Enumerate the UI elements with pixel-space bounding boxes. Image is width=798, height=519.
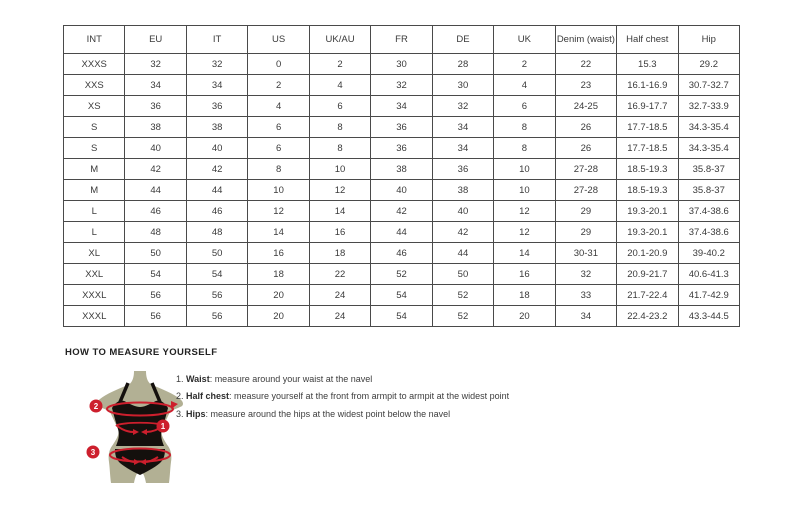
size-cell: 12	[494, 201, 555, 222]
size-cell: 46	[186, 201, 247, 222]
size-cell: 18.5-19.3	[617, 180, 678, 201]
size-cell: 44	[186, 180, 247, 201]
measure-instructions-list	[176, 371, 509, 423]
size-cell: M	[64, 159, 125, 180]
measure-step	[176, 406, 509, 423]
size-cell: 14	[248, 222, 309, 243]
size-column-header: Hip	[678, 26, 739, 54]
size-cell: 15.3	[617, 54, 678, 75]
size-cell: 32	[125, 54, 186, 75]
size-cell: 18	[494, 285, 555, 306]
size-table-body	[64, 54, 740, 327]
size-cell: 38	[125, 117, 186, 138]
size-cell: 56	[125, 306, 186, 327]
size-cell: 16.1-16.9	[617, 75, 678, 96]
size-table-row	[64, 306, 740, 327]
size-cell: 37.4-38.6	[678, 201, 739, 222]
size-cell: 16.9-17.7	[617, 96, 678, 117]
size-cell: 16	[309, 222, 370, 243]
size-cell: M	[64, 180, 125, 201]
size-cell: 10	[309, 159, 370, 180]
size-cell: 56	[186, 285, 247, 306]
chest-badge-number: 2	[93, 402, 99, 411]
size-cell: 48	[125, 222, 186, 243]
size-cell: 2	[248, 75, 309, 96]
size-cell: 30	[432, 75, 493, 96]
size-cell: 52	[432, 306, 493, 327]
size-cell: 12	[494, 222, 555, 243]
size-cell: 21.7-22.4	[617, 285, 678, 306]
size-cell: L	[64, 222, 125, 243]
size-cell: 18.5-19.3	[617, 159, 678, 180]
size-cell: 0	[248, 54, 309, 75]
size-cell: 37.4-38.6	[678, 222, 739, 243]
step-term: Half chest	[186, 391, 230, 402]
size-cell: 38	[432, 180, 493, 201]
size-cell: 40	[186, 138, 247, 159]
size-cell: 34.3-35.4	[678, 117, 739, 138]
size-column-header: US	[248, 26, 309, 54]
size-cell: 20	[248, 285, 309, 306]
size-table-row	[64, 180, 740, 201]
size-cell: 54	[186, 264, 247, 285]
size-cell: 10	[494, 180, 555, 201]
hips-badge-number: 3	[90, 448, 96, 457]
size-cell: 44	[125, 180, 186, 201]
size-cell: 32	[186, 54, 247, 75]
waist-badge-number: 1	[160, 422, 166, 431]
size-table-row	[64, 222, 740, 243]
size-table-row	[64, 117, 740, 138]
size-cell: 30-31	[555, 243, 616, 264]
size-cell: 35.8-37	[678, 159, 739, 180]
step-description: : measure yourself at the front from armpit to armpit at the widest point	[229, 391, 510, 402]
size-cell: 29.2	[678, 54, 739, 75]
size-cell: 35.8-37	[678, 180, 739, 201]
size-cell: 36	[371, 138, 432, 159]
size-cell: S	[64, 138, 125, 159]
step-description: : measure around the hips at the widest point below the navel	[205, 408, 451, 419]
size-table-row	[64, 201, 740, 222]
size-cell: 52	[432, 285, 493, 306]
size-cell: 42	[186, 159, 247, 180]
size-column-header: Denim (waist)	[555, 26, 616, 54]
size-cell: 8	[248, 159, 309, 180]
size-cell: 20	[494, 306, 555, 327]
size-cell: 4	[309, 75, 370, 96]
size-cell: 34	[371, 96, 432, 117]
step-term: Waist	[186, 374, 210, 384]
step-number: 1.	[176, 374, 187, 384]
size-cell: 43.3-44.5	[678, 306, 739, 327]
size-cell: 50	[125, 243, 186, 264]
size-cell: 32	[555, 264, 616, 285]
size-cell: 48	[186, 222, 247, 243]
size-cell: 24	[309, 306, 370, 327]
size-cell: 22	[555, 54, 616, 75]
size-cell: 54	[371, 285, 432, 306]
size-cell: 44	[371, 222, 432, 243]
size-cell: 6	[248, 138, 309, 159]
measure-step	[176, 388, 509, 405]
size-cell: 40	[371, 180, 432, 201]
size-cell: 4	[494, 75, 555, 96]
size-cell: XXL	[64, 264, 125, 285]
size-column-header: Half chest	[617, 26, 678, 54]
measure-step	[176, 371, 509, 388]
size-cell: 24-25	[555, 96, 616, 117]
size-cell: 19.3-20.1	[617, 201, 678, 222]
size-cell: 14	[494, 243, 555, 264]
measure-section-heading: HOW TO MEASURE YOURSELF	[65, 347, 218, 358]
size-cell: 16	[248, 243, 309, 264]
size-cell: 34	[125, 75, 186, 96]
size-cell: 12	[309, 180, 370, 201]
size-cell: 8	[309, 117, 370, 138]
size-column-header: EU	[125, 26, 186, 54]
size-cell: 36	[371, 117, 432, 138]
size-cell: 44	[432, 243, 493, 264]
size-column-header: INT	[64, 26, 125, 54]
size-cell: 6	[248, 117, 309, 138]
size-cell: 18	[309, 243, 370, 264]
step-description: : measure around your waist at the navel	[209, 374, 373, 384]
size-cell: 42	[432, 222, 493, 243]
size-cell: 54	[125, 264, 186, 285]
size-cell: XXS	[64, 75, 125, 96]
size-cell: 33	[555, 285, 616, 306]
size-cell: 42	[125, 159, 186, 180]
size-table-row	[64, 96, 740, 117]
size-cell: 32	[371, 75, 432, 96]
size-cell: 8	[494, 138, 555, 159]
size-cell: 20.9-21.7	[617, 264, 678, 285]
size-cell: 28	[432, 54, 493, 75]
size-column-header: DE	[432, 26, 493, 54]
size-table-row	[64, 54, 740, 75]
size-cell: 17.7-18.5	[617, 138, 678, 159]
size-cell: 29	[555, 222, 616, 243]
size-cell: 34	[186, 75, 247, 96]
size-cell: 29	[555, 201, 616, 222]
size-cell: 36	[186, 96, 247, 117]
size-table-header	[64, 26, 740, 54]
size-column-header: FR	[371, 26, 432, 54]
size-cell: 56	[186, 306, 247, 327]
size-cell: 56	[125, 285, 186, 306]
size-cell: 17.7-18.5	[617, 117, 678, 138]
size-cell: 41.7-42.9	[678, 285, 739, 306]
size-cell: 42	[371, 201, 432, 222]
size-cell: 34	[555, 306, 616, 327]
size-cell: 46	[371, 243, 432, 264]
size-cell: 26	[555, 138, 616, 159]
size-cell: 10	[494, 159, 555, 180]
size-cell: 50	[186, 243, 247, 264]
size-cell: 39-40.2	[678, 243, 739, 264]
size-cell: 10	[248, 180, 309, 201]
size-cell: 19.3-20.1	[617, 222, 678, 243]
size-cell: 34	[432, 138, 493, 159]
size-cell: 38	[186, 117, 247, 138]
size-conversion-table	[63, 25, 740, 327]
size-cell: 38	[371, 159, 432, 180]
size-cell: 8	[494, 117, 555, 138]
size-cell: 30	[371, 54, 432, 75]
size-cell: 34.3-35.4	[678, 138, 739, 159]
size-cell: 20.1-20.9	[617, 243, 678, 264]
size-cell: XXXS	[64, 54, 125, 75]
size-cell: 50	[432, 264, 493, 285]
size-table-row	[64, 75, 740, 96]
size-cell: 18	[248, 264, 309, 285]
size-cell: 14	[309, 201, 370, 222]
step-number: 2.	[176, 391, 187, 402]
step-number: 3.	[176, 408, 187, 419]
size-cell: 52	[371, 264, 432, 285]
size-table-row	[64, 285, 740, 306]
size-cell: 30.7-32.7	[678, 75, 739, 96]
size-cell: 6	[309, 96, 370, 117]
size-cell: 32	[432, 96, 493, 117]
size-cell: 22.4-23.2	[617, 306, 678, 327]
header-row	[64, 26, 740, 54]
step-term: Hips	[186, 408, 206, 419]
size-cell: L	[64, 201, 125, 222]
size-table-row	[64, 159, 740, 180]
size-cell: 36	[125, 96, 186, 117]
size-cell: XL	[64, 243, 125, 264]
size-cell: 34	[432, 117, 493, 138]
size-cell: 27-28	[555, 180, 616, 201]
size-cell: 46	[125, 201, 186, 222]
size-cell: S	[64, 117, 125, 138]
size-cell: 23	[555, 75, 616, 96]
size-cell: 40.6-41.3	[678, 264, 739, 285]
size-cell: 16	[494, 264, 555, 285]
size-cell: 12	[248, 201, 309, 222]
size-cell: 6	[494, 96, 555, 117]
size-cell: 2	[309, 54, 370, 75]
size-cell: 40	[432, 201, 493, 222]
size-cell: 26	[555, 117, 616, 138]
size-cell: 8	[309, 138, 370, 159]
size-cell: 4	[248, 96, 309, 117]
size-cell: 24	[309, 285, 370, 306]
size-table-row	[64, 264, 740, 285]
size-cell: 32.7-33.9	[678, 96, 739, 117]
size-column-header: UK/AU	[309, 26, 370, 54]
size-cell: 20	[248, 306, 309, 327]
size-cell: 27-28	[555, 159, 616, 180]
size-table-row	[64, 243, 740, 264]
size-cell: XS	[64, 96, 125, 117]
size-cell: 22	[309, 264, 370, 285]
size-cell: XXXL	[64, 285, 125, 306]
size-column-header: UK	[494, 26, 555, 54]
size-cell: XXXL	[64, 306, 125, 327]
size-cell: 40	[125, 138, 186, 159]
size-cell: 54	[371, 306, 432, 327]
size-cell: 36	[432, 159, 493, 180]
size-table-row	[64, 138, 740, 159]
size-cell: 2	[494, 54, 555, 75]
size-column-header: IT	[186, 26, 247, 54]
